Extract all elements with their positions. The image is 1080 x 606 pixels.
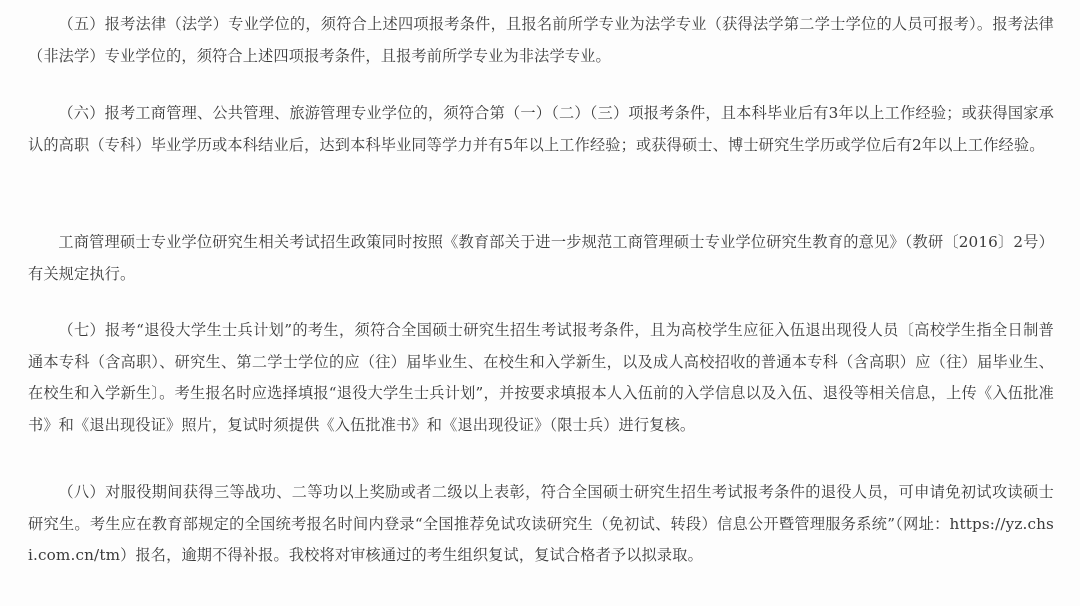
paragraph-item-6-management-degree: （六）报考工商管理、公共管理、旅游管理专业学位的，须符合第（一）（二）（三）项报考条件，且本科毕业后有3年以上工作经验；或获得国家承认的高职（专科）毕业学历或本科结业后，达到本科毕业同等学力并有5年以上工作经验；或获得硕士、博士研究生学历或学位后有2年以上工作经验。 (28, 104, 1054, 154)
paragraph-item-5-law-degree: （五）报考法律（法学）专业学位的，须符合上述四项报考条件，且报名前所学专业为法学专业（获得法学第二学士学位的人员可报考）。报考法律（非法学）专业学位的，须符合上述四项报考条件，且报考前所学专业为非法学专业。 (28, 15, 1054, 65)
paragraph-item-7-veteran-student-plan: （七）报考“退役大学生士兵计划”的考生，须符合全国硕士研究生招生考试报考条件，且为高校学生应征入伍退出现役人员〔高校学生指全日制普通本专科（含高职）、研究生、第二学士学位的应（往）届毕业生、在校生和入学新生，以及成人高校招收的普通本专科（含高职）应（往）届毕业生、在校生和入学新生〕。考生报名时应选择填报“退役大学生士兵计划”，并按要求填报本人入伍前的入学信息以及入伍、退役等相关信息，上传《入伍批准书》和《退出现役证》照片，复试时须提供《入伍批准书》和《退出现役证》（限士兵）进行复核。 (28, 321, 1054, 434)
paragraph-mba-policy-note: 工商管理硕士专业学位研究生相关考试招生政策同时按照《教育部关于进一步规范工商管理硕士专业学位研究生教育的意见》（教研〔2016〕2号）有关规定执行。 (28, 233, 1054, 283)
paragraph-item-8-exam-exemption: （八）对服役期间获得三等战功、二等功以上奖励或者二级以上表彰，符合全国硕士研究生招生考试报考条件的退役人员，可申请免初试攻读硕士研究生。考生应在教育部规定的全国统考报名时间内登录“全国推荐免试攻读研究生（免初试、转段）信息公开暨管理服务系统”（网址：https://yz.chsi.com.cn/tm）报名，逾期不得补报。我校将对审核通过的考生组织复试，复试合格者予以拟录取。 (28, 483, 1054, 564)
